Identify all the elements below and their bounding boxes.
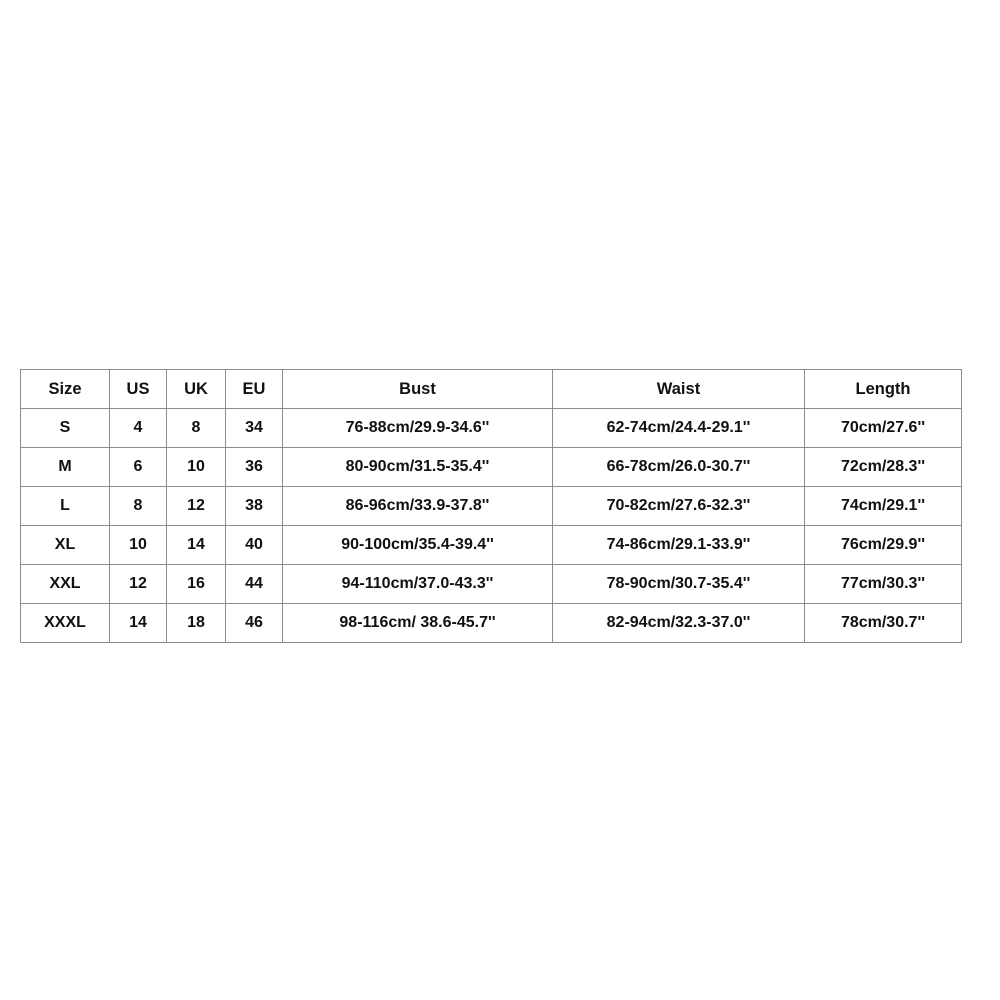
bust-cell: 98-116cm/ 38.6-45.7'' [283, 604, 553, 643]
table-row [21, 487, 962, 526]
length-cell: 77cm/30.3'' [805, 565, 962, 604]
waist-cell: 70-82cm/27.6-32.3'' [553, 487, 805, 526]
header-bust: Bust [283, 370, 553, 409]
table-row [21, 604, 962, 643]
eu-cell: 36 [226, 448, 283, 487]
header-uk: UK [167, 370, 226, 409]
bust-cell: 90-100cm/35.4-39.4'' [283, 526, 553, 565]
uk-cell: 18 [167, 604, 226, 643]
length-cell: 72cm/28.3'' [805, 448, 962, 487]
header-waist: Waist [553, 370, 805, 409]
size-cell: S [21, 409, 110, 448]
eu-cell: 44 [226, 565, 283, 604]
length-cell: 76cm/29.9'' [805, 526, 962, 565]
bust-cell: 76-88cm/29.9-34.6'' [283, 409, 553, 448]
header-us: US [110, 370, 167, 409]
uk-cell: 14 [167, 526, 226, 565]
waist-cell: 74-86cm/29.1-33.9'' [553, 526, 805, 565]
us-cell: 4 [110, 409, 167, 448]
uk-cell: 12 [167, 487, 226, 526]
table-row [21, 448, 962, 487]
bust-cell: 80-90cm/31.5-35.4'' [283, 448, 553, 487]
us-cell: 6 [110, 448, 167, 487]
length-cell: 70cm/27.6'' [805, 409, 962, 448]
table-row [21, 526, 962, 565]
size-cell: XXL [21, 565, 110, 604]
us-cell: 10 [110, 526, 167, 565]
us-cell: 8 [110, 487, 167, 526]
table-row [21, 409, 962, 448]
uk-cell: 8 [167, 409, 226, 448]
eu-cell: 46 [226, 604, 283, 643]
us-cell: 12 [110, 565, 167, 604]
us-cell: 14 [110, 604, 167, 643]
header-row [21, 370, 962, 409]
size-cell: XXXL [21, 604, 110, 643]
table-row [21, 565, 962, 604]
header-size: Size [21, 370, 110, 409]
uk-cell: 16 [167, 565, 226, 604]
waist-cell: 62-74cm/24.4-29.1'' [553, 409, 805, 448]
length-cell: 78cm/30.7'' [805, 604, 962, 643]
size-cell: M [21, 448, 110, 487]
length-cell: 74cm/29.1'' [805, 487, 962, 526]
header-eu: EU [226, 370, 283, 409]
size-cell: L [21, 487, 110, 526]
waist-cell: 78-90cm/30.7-35.4'' [553, 565, 805, 604]
size-cell: XL [21, 526, 110, 565]
waist-cell: 66-78cm/26.0-30.7'' [553, 448, 805, 487]
eu-cell: 40 [226, 526, 283, 565]
eu-cell: 34 [226, 409, 283, 448]
waist-cell: 82-94cm/32.3-37.0'' [553, 604, 805, 643]
size-chart-table [20, 369, 962, 643]
header-length: Length [805, 370, 962, 409]
eu-cell: 38 [226, 487, 283, 526]
bust-cell: 86-96cm/33.9-37.8'' [283, 487, 553, 526]
uk-cell: 10 [167, 448, 226, 487]
bust-cell: 94-110cm/37.0-43.3'' [283, 565, 553, 604]
